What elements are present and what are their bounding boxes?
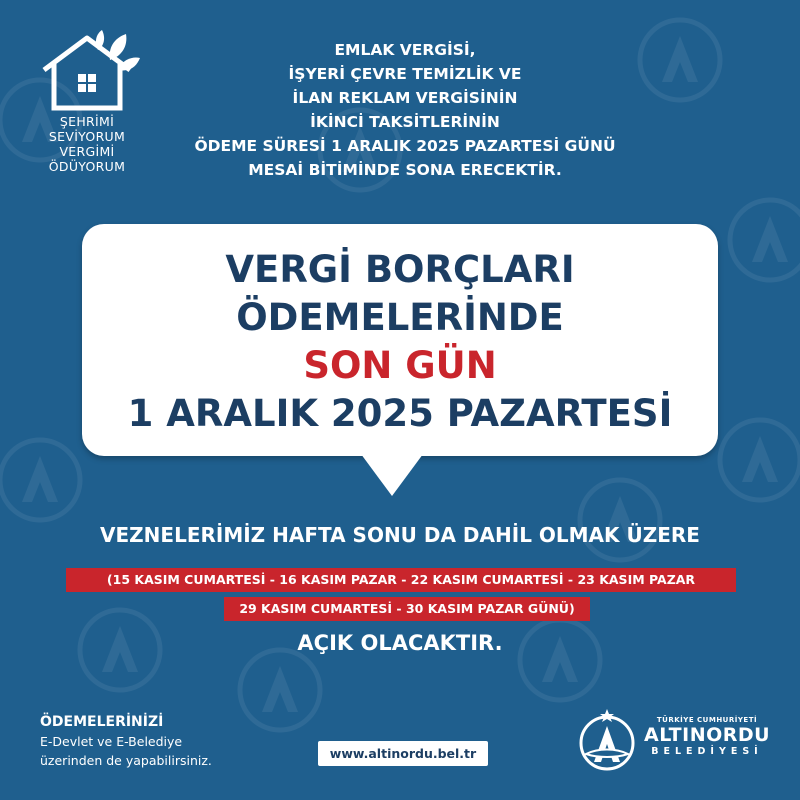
deadline-speech-bubble bbox=[82, 224, 718, 456]
bubble-line-subtitle: ÖDEMELERİNDE bbox=[236, 296, 564, 339]
campaign-line: SEVİYORUM bbox=[48, 129, 126, 144]
municipality-logo bbox=[574, 706, 774, 776]
municipality-name: ALTINORDU bbox=[644, 724, 771, 746]
weekend-dates-band: 29 KASIM CUMARTESİ - 30 KASIM PAZAR GÜNÜ) bbox=[224, 597, 590, 621]
notice-line: İKİNCİ TAKSİTLERİNİN bbox=[310, 113, 500, 131]
municipality-type: BELEDİYESİ bbox=[651, 746, 763, 757]
campaign-slogan bbox=[22, 114, 152, 174]
municipality-name-block bbox=[644, 716, 770, 757]
online-payment-note bbox=[40, 712, 212, 770]
altinordu-emblem-icon bbox=[574, 706, 640, 772]
notice-line: İLAN REKLAM VERGİSİNİN bbox=[292, 89, 518, 107]
bubble-line-title: VERGİ BORÇLARI bbox=[225, 248, 575, 291]
payment-note-title: ÖDEMELERİNİZİ bbox=[40, 714, 164, 730]
last-day-label: SON GÜN bbox=[303, 344, 497, 387]
campaign-line: ŞEHRİMİ bbox=[59, 114, 115, 129]
deadline-date: 1 ARALIK 2025 PAZARTESİ bbox=[127, 392, 673, 435]
payment-note-line: E-Devlet ve E-Belediye bbox=[40, 734, 183, 749]
notice-line: MESAİ BİTİMİNDE SONA ERECEKTİR. bbox=[248, 161, 562, 179]
cashier-hours-notice: VEZNELERİMİZ HAFTA SONU DA DAHİL OLMAK ÜZERE bbox=[100, 523, 700, 547]
payment-note-line: üzerinden de yapabilirsiniz. bbox=[40, 753, 212, 768]
speech-bubble-tail bbox=[358, 450, 426, 496]
notice-line: EMLAK VERGİSİ, bbox=[334, 41, 476, 59]
campaign-logo bbox=[22, 30, 152, 174]
website-link[interactable]: www.altinordu.bel.tr bbox=[318, 741, 488, 766]
house-leaf-icon bbox=[32, 30, 142, 112]
weekend-dates-band: (15 KASIM CUMARTESİ - 16 KASIM PAZAR - 22 KASIM CUMARTESİ - 23 KASIM PAZAR bbox=[66, 568, 736, 592]
open-notice: AÇIK OLACAKTIR. bbox=[297, 631, 503, 655]
notice-line: İŞYERİ ÇEVRE TEMİZLİK VE bbox=[288, 65, 522, 83]
notice-line: ÖDEME SÜRESİ 1 ARALIK 2025 PAZARTESİ GÜNÜ bbox=[194, 137, 616, 155]
tax-notice bbox=[165, 38, 645, 182]
campaign-line: VERGİMİ bbox=[59, 144, 115, 159]
campaign-line: ÖDÜYORUM bbox=[48, 159, 126, 174]
municipality-country: TÜRKİYE CUMHURİYETİ bbox=[656, 716, 758, 724]
